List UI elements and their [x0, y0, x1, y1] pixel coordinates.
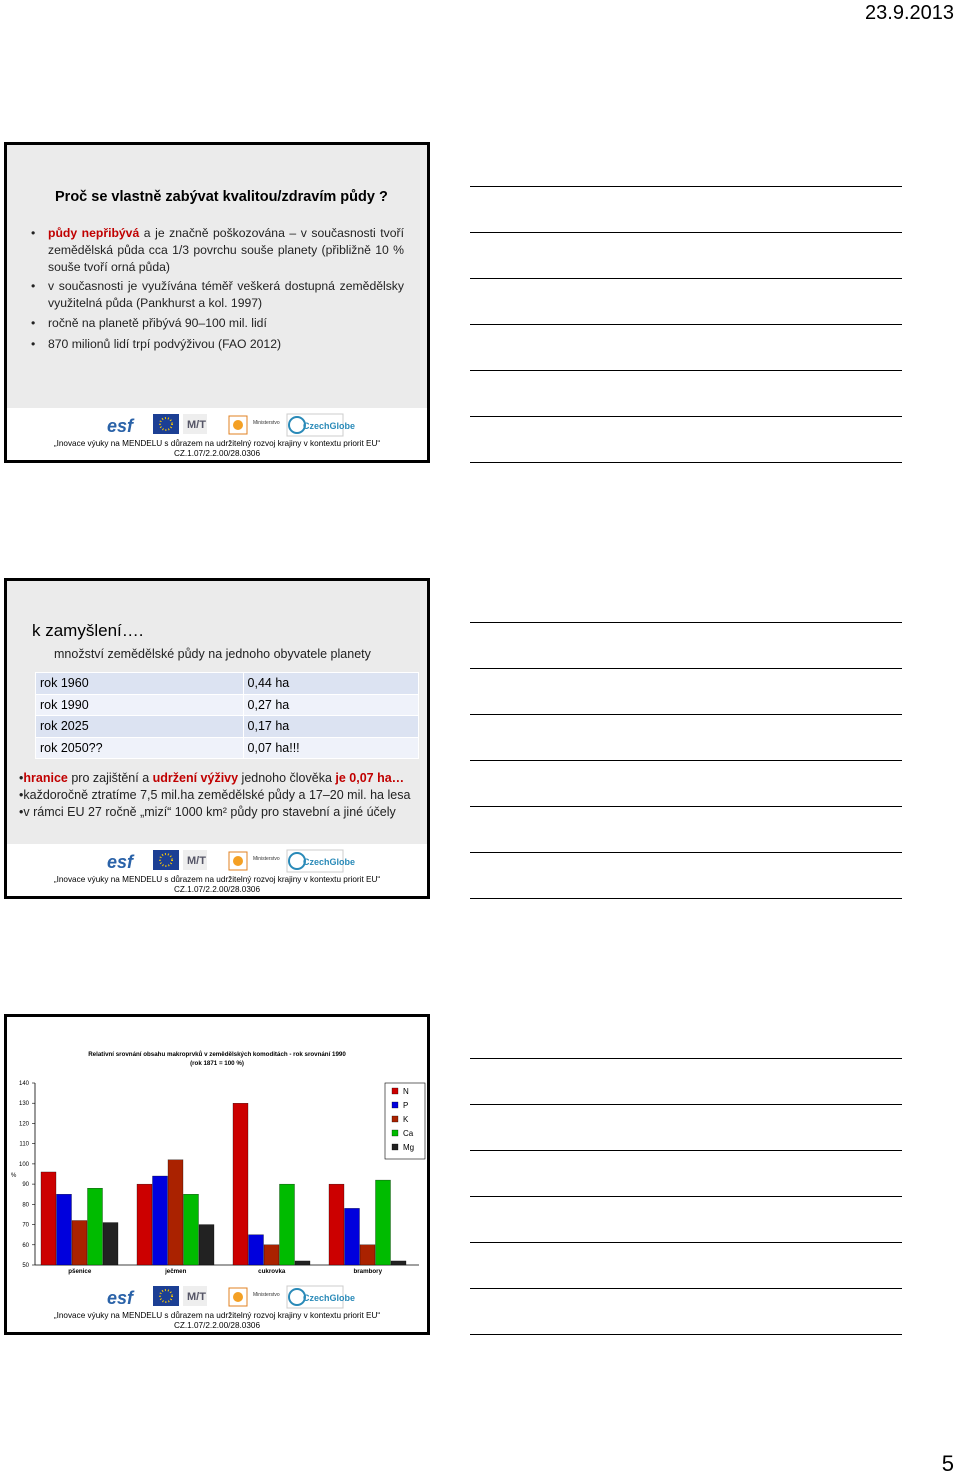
- bullet-text: ročně na planetě přibývá 90–100 mil. lidí: [48, 316, 267, 330]
- project-logos: [105, 1284, 356, 1310]
- legend-label-N: N: [403, 1087, 409, 1096]
- legend-label-Mg: Mg: [403, 1143, 415, 1152]
- bar-pšenice-Mg: [103, 1223, 118, 1265]
- x-tick-label: cukrovka: [258, 1268, 286, 1275]
- legend-swatch-P: [392, 1102, 398, 1108]
- page-number: 5: [941, 1451, 954, 1476]
- slide-2-line-eu: •v rámci EU 27 ročně „mizí“ 1000 km² půdy pro stavební a jiné účely: [19, 805, 396, 819]
- legend-swatch-Ca: [392, 1130, 398, 1136]
- project-logos: [105, 848, 356, 874]
- y-tick-label: 90: [22, 1182, 29, 1189]
- bullet-dot-icon: •: [31, 337, 36, 351]
- bar-pšenice-K: [72, 1221, 87, 1265]
- bullet-text: 870 milionů lidí trpí podvýživou (FAO 2012): [48, 337, 282, 351]
- y-axis-label: %: [11, 1173, 17, 1179]
- value-cell: 0,07 ha!!!: [243, 737, 418, 759]
- y-tick-label: 130: [18, 1101, 29, 1108]
- y-tick-label: 110: [19, 1141, 29, 1148]
- bar-ječmen-K: [168, 1160, 183, 1265]
- bar-cukrovka-Ca: [280, 1184, 295, 1265]
- legend-label-K: K: [403, 1115, 409, 1124]
- ministry-logo-icon: [233, 856, 243, 866]
- bar-cukrovka-N: [233, 1103, 248, 1265]
- bullet-dot-icon: •: [31, 226, 36, 240]
- esf-logo: esf: [107, 416, 134, 436]
- bar-pšenice-Ca: [88, 1188, 103, 1265]
- land-per-capita-table: [35, 672, 419, 759]
- chart-subtitle: (rok 1871 = 100 %): [190, 1060, 244, 1067]
- ministry-logo-icon: [233, 1292, 243, 1302]
- value-cell: 0,44 ha: [243, 673, 418, 695]
- bar-cukrovka-Mg: [295, 1261, 310, 1265]
- svg-text:CzechGlobe: CzechGlobe: [303, 857, 356, 867]
- year-cell: rok 2050??: [36, 737, 244, 759]
- bar-brambory-N: [329, 1184, 344, 1265]
- legend-swatch-K: [392, 1116, 398, 1122]
- date-header: 23.9.2013: [865, 2, 954, 24]
- chart-title: Relativní srovnání obsahu makroprvků v zemědělských komoditách - rok srovnání 1990: [88, 1051, 346, 1058]
- bullet-text: a je značně poškozována – v současnosti tvoří zemědělská půda cca 1/3 povrchu souše planety (přibližně 10 % souše tvoří orná půda): [48, 226, 404, 274]
- ministry-logo-icon: [233, 420, 243, 430]
- y-tick-label: 50: [22, 1263, 29, 1269]
- svg-text:M/T: M/T: [187, 855, 206, 867]
- table-row: [36, 716, 419, 738]
- table-row: [36, 673, 419, 695]
- bar-pšenice-N: [41, 1172, 56, 1265]
- bar-brambory-Mg: [391, 1261, 406, 1265]
- footer-project-name: „Inovace výuky na MENDELU s důrazem na udržitelný rozvoj krajiny v kontextu priorit EU“: [53, 875, 381, 884]
- bar-ječmen-N: [137, 1184, 152, 1265]
- value-cell: 0,17 ha: [243, 716, 418, 738]
- svg-text:esf: esf: [107, 1288, 134, 1308]
- slide-footer: [7, 1280, 427, 1332]
- svg-text:M/T: M/T: [187, 1291, 206, 1303]
- legend-swatch-Mg: [392, 1144, 398, 1150]
- bar-ječmen-P: [153, 1176, 168, 1265]
- bar-ječmen-Mg: [199, 1225, 214, 1265]
- y-tick-label: 140: [18, 1081, 29, 1087]
- x-tick-label: pšenice: [68, 1268, 92, 1275]
- slide-footer: [7, 408, 427, 460]
- year-cell: rok 1990: [36, 694, 244, 716]
- bar-pšenice-P: [57, 1194, 72, 1265]
- y-tick-label: 80: [22, 1202, 29, 1209]
- bar-brambory-K: [360, 1245, 375, 1265]
- bar-cukrovka-K: [264, 1245, 279, 1265]
- y-tick-label: 120: [18, 1121, 29, 1128]
- bullet-text: v současnosti je využívána téměř veškerá dostupná zemědělsky využitelná půda (Pankhurst a kol. 1997): [48, 279, 404, 310]
- svg-text:Ministerstvo: Ministerstvo: [253, 856, 280, 862]
- slide-footer: [7, 844, 427, 896]
- footer-project-name: „Inovace výuky na MENDELU s důrazem na udržitelný rozvoj krajiny v kontextu priorit EU“: [53, 439, 381, 448]
- svg-text:CzechGlobe: CzechGlobe: [303, 421, 356, 431]
- svg-text:M/T: M/T: [187, 419, 206, 431]
- legend-swatch-N: [392, 1088, 398, 1094]
- slide-1: [4, 142, 430, 463]
- year-cell: rok 2025: [36, 716, 244, 738]
- slide-2-subtitle: množství zemědělské půdy na jednoho obyvatele planety: [54, 647, 371, 661]
- slide-2-line-loss: •každoročně ztratíme 7,5 mil.ha zemědělské půdy a 17–20 mil. ha lesa: [19, 788, 411, 802]
- bar-cukrovka-P: [249, 1235, 264, 1265]
- year-cell: rok 1960: [36, 673, 244, 695]
- x-tick-label: brambory: [353, 1268, 383, 1275]
- footer-project-name: „Inovace výuky na MENDELU s důrazem na udržitelný rozvoj krajiny v kontextu priorit EU“: [53, 1311, 381, 1320]
- y-tick-label: 70: [22, 1222, 29, 1229]
- slide-2-line-limit: •hranice pro zajištění a udržení výživy jednoho člověka je 0,07 ha…: [19, 771, 405, 785]
- table-row: [36, 737, 419, 759]
- footer-project-code: CZ.1.07/2.2.00/28.0306: [173, 449, 261, 458]
- project-logos: [105, 412, 356, 438]
- legend-label-P: P: [403, 1101, 409, 1110]
- bullet-dot-icon: •: [31, 316, 36, 330]
- svg-text:CzechGlobe: CzechGlobe: [303, 1293, 356, 1303]
- bullet-dot-icon: •: [31, 279, 36, 293]
- macronutrient-chart: [7, 1017, 427, 1287]
- slide-1-title: Proč se vlastně zabývat kvalitou/zdravím půdy ?: [55, 189, 388, 205]
- slide-3: [4, 1014, 430, 1335]
- y-tick-label: 60: [22, 1242, 29, 1249]
- bar-brambory-P: [345, 1208, 360, 1265]
- footer-project-code: CZ.1.07/2.2.00/28.0306: [173, 885, 261, 894]
- footer-project-code: CZ.1.07/2.2.00/28.0306: [173, 1321, 261, 1330]
- table-row: [36, 694, 419, 716]
- svg-text:Ministerstvo: Ministerstvo: [253, 1292, 280, 1298]
- svg-text:Ministerstvo: Ministerstvo: [253, 420, 280, 426]
- bar-ječmen-Ca: [184, 1194, 199, 1265]
- slide-2-title: k zamyšlení….: [32, 621, 144, 640]
- slide-2: [4, 578, 430, 899]
- bullet-bold: půdy nepřibývá: [48, 226, 140, 240]
- bar-brambory-Ca: [376, 1180, 391, 1265]
- value-cell: 0,27 ha: [243, 694, 418, 716]
- svg-text:esf: esf: [107, 852, 134, 872]
- legend-label-Ca: Ca: [403, 1129, 414, 1138]
- x-tick-label: ječmen: [165, 1268, 187, 1275]
- y-tick-label: 100: [18, 1161, 29, 1168]
